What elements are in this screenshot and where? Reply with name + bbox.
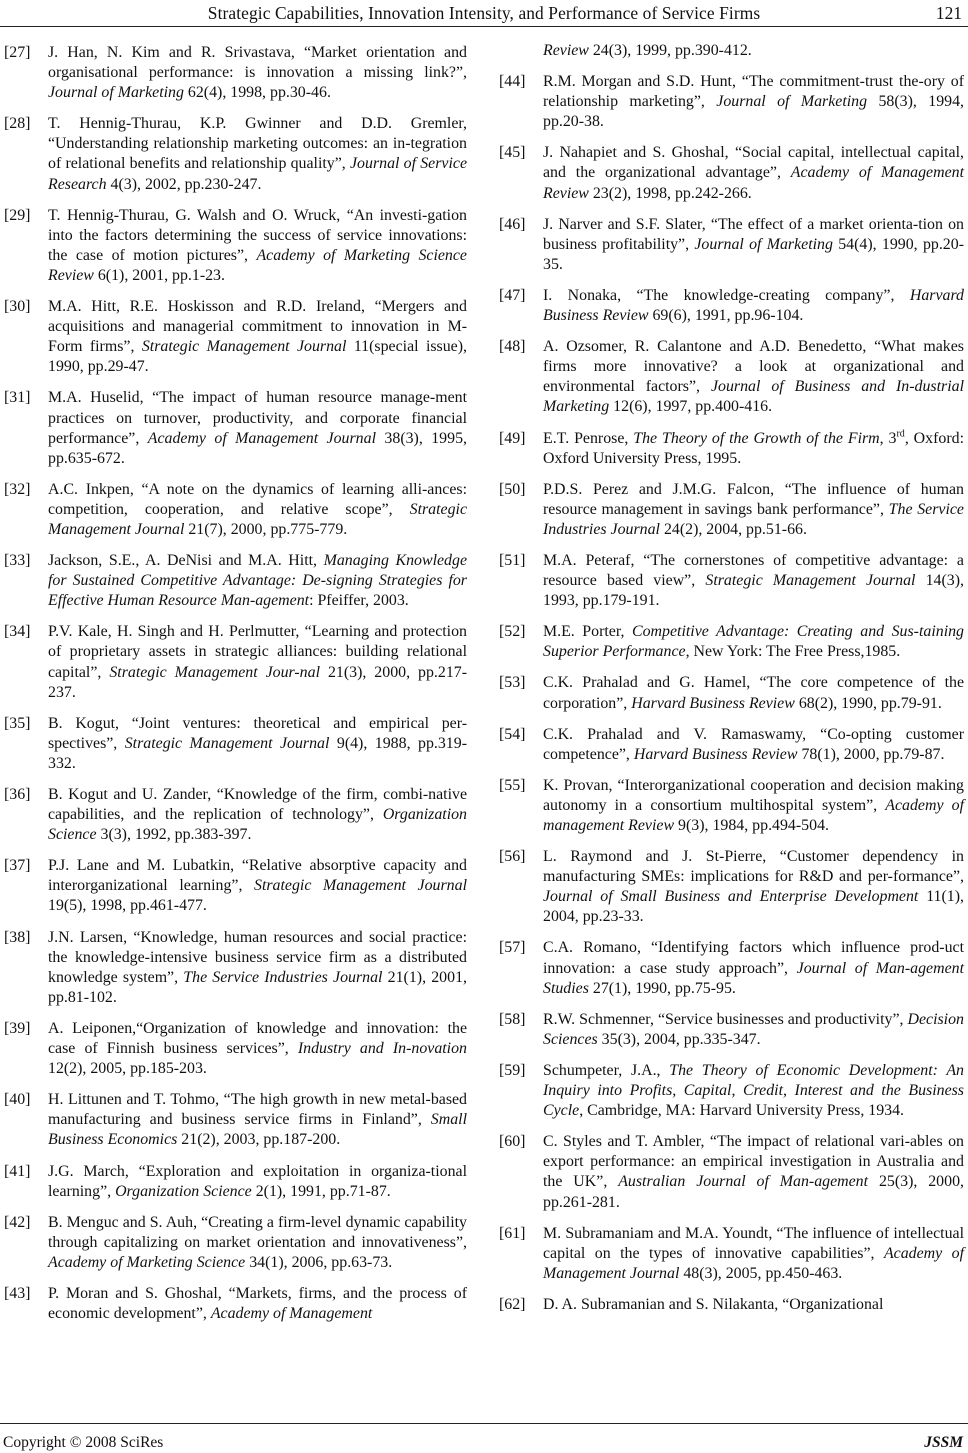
- reference-text-segment: D. A. Subramanian and S. Nilakanta, “Organizational: [543, 1295, 884, 1313]
- reference-text-segment: M. Subramaniam and M.A. Youndt, “The influence of intellectual capital on the types of innovative capabilities”,: [543, 1224, 964, 1262]
- reference-text-segment: 78(1), 2000, pp.79-87.: [797, 745, 945, 763]
- reference-text-segment: 54(4), 1990, pp.20-35.: [543, 235, 964, 273]
- reference-text-segment: C.K. Prahalad and V. Ramaswamy, “Co-opting customer competence”,: [543, 725, 964, 763]
- reference-text-segment: J.G. March, “Exploration and exploitation in organiza-tional learning”,: [48, 1162, 467, 1200]
- reference-text-segment: M.A. Huselid, “The impact of human resource manage-ment practices on turnover, productivity, and corporate financial performance”,: [48, 389, 467, 447]
- reference-text-segment: 24(2), 2004, pp.51-66.: [659, 520, 807, 538]
- reference-source-title: Academy of Management Review: [543, 164, 964, 202]
- reference-source-title: The Service Industries Journal: [183, 968, 383, 986]
- reference-text-segment: 21(7), 2000, pp.775-779.: [184, 520, 348, 538]
- reference-entry: [499, 286, 964, 326]
- reference-number: [39]: [4, 1019, 31, 1037]
- reference-text-segment: T. Hennig-Thurau, G. Walsh and O. Wruck, “An investi-gation into the factors determining the success of service innovations: the case of motion pictures”,: [48, 206, 467, 264]
- reference-source-title: Journal of Man-agement Studies: [543, 959, 964, 997]
- reference-text-segment: R.M. Morgan and S.D. Hunt, “The commitment-trust the-ory of relationship marketing”,: [543, 73, 964, 111]
- reference-text-segment: P.D.S. Perez and J.M.G. Falcon, “The influence of human resource management in savings bank performance”,: [543, 480, 964, 518]
- reference-source-title: Managing Knowledge for Sustained Competitive Advantage: De-signing Strategies for Effective Human Resource Man-agement: [48, 552, 467, 610]
- reference-text-segment: 12(2), 2005, pp.185-203.: [48, 1060, 207, 1078]
- reference-text-segment: 69(6), 1991, pp.96-104.: [648, 307, 804, 325]
- reference-entry: [4, 928, 467, 1008]
- reference-number: [62]: [499, 1295, 526, 1313]
- reference-text: [48, 43, 467, 103]
- reference-text: [48, 856, 467, 916]
- reference-text: [543, 1224, 964, 1284]
- reference-text-segment: A. Ozsomer, R. Calantone and A.D. Benedetto, “What makes firms more innovative? a look at organizational and environmental factors”,: [543, 338, 964, 396]
- footer-rule: [0, 1423, 968, 1424]
- reference-number: [52]: [499, 623, 526, 641]
- reference-entry: [4, 43, 467, 103]
- reference-text-segment: 35(3), 2004, pp.335-347.: [597, 1030, 761, 1048]
- reference-entry: [4, 714, 467, 774]
- reference-text-segment: , Cambridge, MA: Harvard University Press, 1934.: [579, 1102, 905, 1120]
- reference-number: [32]: [4, 480, 31, 498]
- reference-text: [543, 429, 964, 469]
- reference-source-title: Review: [543, 42, 589, 59]
- reference-text: [48, 785, 467, 845]
- reference-number: [51]: [499, 551, 526, 569]
- reference-number: [38]: [4, 928, 31, 946]
- reference-entry: [4, 1090, 467, 1150]
- reference-text: [543, 215, 964, 275]
- reference-text-segment: 27(1), 1990, pp.75-95.: [588, 979, 736, 997]
- page-footer: [0, 1411, 968, 1453]
- reference-text-segment: M.A. Peteraf, “The cornerstones of competitive advantage: a resource based view”,: [543, 551, 964, 590]
- reference-entry: [499, 938, 964, 998]
- reference-number: [45]: [499, 144, 526, 162]
- reference-source-title: Strategic Management Journal: [124, 734, 330, 752]
- reference-text-segment: 23(2), 1998, pp.242-266.: [588, 184, 752, 202]
- reference-source-title: The Service Industries Journal: [543, 500, 964, 538]
- reference-entry: [4, 551, 467, 611]
- reference-text-segment: 11(special issue), 1990, pp.29-47.: [48, 338, 467, 376]
- reference-text: [543, 1010, 964, 1050]
- reference-number: [43]: [4, 1284, 31, 1302]
- reference-number: [36]: [4, 786, 31, 803]
- reference-text-segment: A. Leiponen,“Organization of knowledge and innovation: the case of Finnish business services”,: [48, 1019, 467, 1058]
- reference-number: [55]: [499, 776, 526, 794]
- reference-text: [543, 847, 964, 927]
- reference-text-segment: 48(3), 2005, pp.450-463.: [679, 1264, 843, 1282]
- reference-text-segment: C.A. Romano, “Identifying factors which influence prod-uct innovation: a case study approach”,: [543, 939, 964, 977]
- reference-entry: [4, 114, 467, 194]
- reference-entry: [4, 388, 467, 468]
- reference-entry: [4, 856, 467, 916]
- reference-text: [48, 1213, 467, 1273]
- reference-text-segment: 2(1), 1991, pp.71-87.: [251, 1182, 391, 1200]
- reference-entry: [499, 1295, 964, 1315]
- reference-text: [543, 622, 964, 662]
- reference-source-title: Industry and In-novation: [297, 1040, 467, 1058]
- reference-number: [31]: [4, 389, 31, 407]
- reference-text-segment: J. Nahapiet and S. Ghoshal, “Social capital, intellectual capital, and the organizational advantage”,: [543, 144, 964, 182]
- reference-number: [50]: [499, 480, 526, 498]
- reference-entry: [4, 785, 467, 845]
- reference-text: [543, 41, 964, 61]
- reference-entry: [4, 1213, 467, 1273]
- reference-number: [61]: [499, 1224, 526, 1242]
- reference-entry: [499, 337, 964, 417]
- reference-source-title: Harvard Business Review: [631, 694, 795, 712]
- reference-source-title: Journal of Marketing: [716, 93, 868, 111]
- reference-text: [543, 337, 964, 417]
- reference-text-segment: 9(3), 1984, pp.494-504.: [674, 817, 829, 834]
- reference-source-title: Strategic Management Jour-nal: [109, 663, 320, 681]
- reference-text: [543, 673, 964, 713]
- reference-text-segment: 19(5), 1998, pp.461-477.: [48, 897, 207, 915]
- reference-text: [543, 1061, 964, 1121]
- reference-text-segment: I. Nonaka, “The knowledge-creating company”,: [543, 286, 910, 304]
- reference-entry: [4, 1162, 467, 1202]
- reference-text-segment: J. Han, N. Kim and R. Srivastava, “Market orientation and organisational performance: is innovation a missing link?”,: [48, 44, 467, 82]
- reference-text-segment: , Oxford: Oxford University Press, 1995.: [543, 429, 964, 467]
- reference-number: [48]: [499, 338, 526, 356]
- reference-text-segment: C. Styles and T. Ambler, “The impact of relational vari-ables on export performance: an empirical investigation in Australia and the UK”,: [543, 1133, 964, 1191]
- page-number: 121: [935, 3, 962, 23]
- reference-text: [48, 1090, 467, 1150]
- reference-text: [543, 551, 964, 611]
- reference-text-segment: 11(1), 2004, pp.23-33.: [543, 888, 964, 926]
- reference-number: [42]: [4, 1213, 31, 1231]
- reference-number: [53]: [499, 674, 526, 692]
- reference-text-segment: M.E. Porter,: [543, 623, 633, 641]
- reference-source-title: Competitive Advantage: Creating and Sus-taining Superior Performance: [543, 623, 964, 661]
- reference-entry: [499, 143, 964, 203]
- reference-number: [29]: [4, 206, 31, 224]
- reference-text: [48, 1162, 467, 1202]
- reference-source-title: Harvard Business Review: [633, 745, 798, 763]
- running-title: Strategic Capabilities, Innovation Intensity, and Performance of Service Firms: [207, 3, 761, 23]
- reference-entry: [499, 776, 964, 836]
- reference-entry: [499, 1010, 964, 1050]
- reference-number: [47]: [499, 286, 526, 304]
- journal-abbreviation: JSSM: [924, 1434, 963, 1451]
- reference-entry: [4, 1019, 467, 1079]
- reference-text-segment: 4(3), 2002, pp.230-247.: [106, 175, 262, 193]
- reference-number: [34]: [4, 623, 31, 641]
- reference-number: [28]: [4, 115, 31, 133]
- reference-source-title: The Theory of the Growth of the Firm: [633, 429, 880, 447]
- reference-text: [48, 1019, 467, 1079]
- reference-text: [48, 206, 467, 286]
- reference-text-segment: H. Littunen and T. Tohmo, “The high growth in new metal-based manufacturing and business service firms in Finland”,: [48, 1091, 467, 1129]
- reference-entry: [4, 480, 467, 540]
- reference-text-segment: 62(4), 1998, pp.30-46.: [183, 84, 331, 102]
- reference-text-segment: L. Raymond and J. St-Pierre, “Customer dependency in manufacturing SMEs: implications for R&D and per-formance”,: [543, 848, 964, 886]
- reference-entry: [499, 1224, 964, 1284]
- reference-column-left: [4, 43, 467, 1335]
- reference-entry: [499, 725, 964, 765]
- reference-text-segment: K. Provan, “Interorganizational cooperation and decision making autonomy in a consortium multihospital system”,: [543, 776, 964, 814]
- reference-entry: [499, 41, 964, 61]
- reference-text: [543, 938, 964, 998]
- reference-source-title: Academy of Marketing Science Review: [48, 246, 467, 284]
- reference-source-title: Journal of Marketing: [694, 235, 833, 253]
- reference-text-segment: Schumpeter, J.A.,: [543, 1061, 670, 1079]
- reference-text-segment: P.V. Kale, H. Singh and H. Perlmutter, “Learning and protection of proprietary assets in strategic alliances: building relational capital”,: [48, 623, 467, 681]
- reference-text-segment: 21(1), 2001, pp.81-102.: [48, 968, 467, 1006]
- reference-text-segment: P. Moran and S. Ghoshal, “Markets, firms, and the process of economic development”,: [48, 1284, 467, 1323]
- reference-text: [48, 1284, 467, 1324]
- reference-source-title: Small Business Economics: [48, 1111, 467, 1149]
- reference-text-segment: 21(3), 2000, pp.217-237.: [48, 663, 468, 701]
- reference-text: [48, 714, 467, 774]
- reference-entry: [499, 429, 964, 469]
- reference-number: [49]: [499, 429, 526, 447]
- reference-text-segment: A.C. Inkpen, “A note on the dynamics of learning alli-ances: competition, cooperation, and relative scope”,: [48, 480, 467, 518]
- reference-source-title: Strategic Management Journal: [48, 500, 467, 538]
- reference-number: [58]: [499, 1010, 526, 1028]
- reference-number: [27]: [4, 44, 31, 61]
- reference-text-segment: 24(3), 1999, pp.390-412.: [588, 42, 752, 59]
- reference-text: [543, 1295, 964, 1315]
- reference-text-segment: B. Kogut and U. Zander, “Knowledge of the firm, combi-native capabilities, and the replication of technology”,: [48, 786, 467, 824]
- reference-source-title: Academy of Marketing Science: [48, 1253, 246, 1271]
- reference-source-title: Decision Sciences: [543, 1010, 964, 1048]
- reference-source-title: The Theory of Economic Development: An Inquiry into Profits, Capital, Credit, Interest and the Business Cycle: [543, 1061, 964, 1120]
- reference-number: [37]: [4, 857, 31, 875]
- reference-number: [40]: [4, 1091, 31, 1109]
- reference-text-segment: rd: [896, 428, 905, 440]
- reference-text-segment: T. Hennig-Thurau, K.P. Gwinner and D.D. Gremler, “Understanding relationship marketing outcomes: an in-tegration of relational benefits and relationship quality”,: [48, 115, 467, 173]
- reference-number: [33]: [4, 552, 31, 570]
- page-header: [0, 0, 968, 30]
- reference-text: [48, 480, 467, 540]
- reference-text-segment: J.N. Larsen, “Knowledge, human resources and social practice: the knowledge-intensive business service firm as a distributed knowledge system”,: [48, 928, 467, 986]
- reference-source-title: Academy of Management Journal: [543, 1244, 964, 1282]
- reference-text-segment: 9(4), 1988, pp.319-332.: [48, 734, 467, 772]
- reference-text: [48, 551, 467, 611]
- reference-text: [543, 286, 964, 326]
- reference-source-title: Journal of Service Research: [48, 155, 467, 193]
- reference-text-segment: C.K. Prahalad and G. Hamel, “The core competence of the corporation”,: [543, 674, 964, 712]
- reference-entry: [4, 297, 467, 377]
- reference-entry: [499, 480, 964, 540]
- reference-text-segment: P.J. Lane and M. Lubatkin, “Relative absorptive capacity and interorganizational learning”,: [48, 857, 467, 895]
- reference-entry: [499, 622, 964, 662]
- reference-entry: [499, 1061, 964, 1121]
- reference-number: [60]: [499, 1133, 526, 1151]
- reference-source-title: Strategic Management Journal: [705, 572, 916, 590]
- reference-text-segment: 12(6), 1997, pp.400-416.: [609, 398, 773, 416]
- reference-text: [543, 1132, 964, 1212]
- reference-text: [48, 114, 467, 194]
- reference-number: [35]: [4, 714, 31, 732]
- reference-entry: [4, 1284, 467, 1324]
- reference-entry: [499, 1132, 964, 1212]
- reference-text: [543, 776, 964, 836]
- reference-number: [59]: [499, 1061, 526, 1079]
- reference-number: [57]: [499, 939, 526, 957]
- reference-column-right: [499, 41, 964, 1326]
- reference-text: [543, 480, 964, 540]
- reference-text-segment: 14(3), 1993, pp.179-191.: [543, 572, 964, 610]
- reference-text-segment: J. Narver and S.F. Slater, “The effect of a market orienta-tion on business profitability”,: [543, 215, 964, 253]
- reference-text-segment: M.A. Hitt, R.E. Hoskisson and R.D. Ireland, “Mergers and acquisitions and managerial commitment to innovation in M-Form firms”,: [48, 298, 467, 356]
- reference-source-title: Organization Science: [48, 806, 467, 844]
- reference-text-segment: 58(3), 1994, pp.20-38.: [543, 93, 965, 131]
- reference-text-segment: 68(2), 1990, pp.79-91.: [794, 694, 942, 712]
- reference-entry: [499, 673, 964, 713]
- reference-entry: [4, 622, 467, 702]
- reference-text: [543, 725, 964, 765]
- reference-text: [48, 388, 467, 468]
- reference-text-segment: 38(3), 1995, pp.635-672.: [48, 429, 467, 467]
- reference-entry: [4, 206, 467, 286]
- reference-number: [41]: [4, 1162, 31, 1180]
- reference-number: [54]: [499, 725, 526, 743]
- reference-text-segment: , 3: [879, 429, 897, 447]
- reference-source-title: Journal of Small Business and Enterprise Development: [543, 888, 919, 906]
- reference-source-title: Harvard Business Review: [543, 286, 964, 325]
- reference-number: [44]: [499, 73, 526, 91]
- reference-text-segment: 34(1), 2006, pp.63-73.: [245, 1253, 393, 1271]
- reference-text: [543, 72, 964, 132]
- reference-source-title: Academy of Management Journal: [147, 429, 376, 447]
- reference-text-segment: : Pfeiffer, 2003.: [309, 592, 409, 610]
- reference-text-segment: B. Menguc and S. Auh, “Creating a firm-level dynamic capability through capitalizing on market orientation and innovativeness”,: [48, 1213, 467, 1251]
- header-rule: [0, 26, 968, 27]
- copyright-notice: Copyright © 2008 SciRes: [3, 1434, 164, 1451]
- reference-text: [543, 143, 964, 203]
- reference-source-title: Organization Science: [115, 1182, 252, 1200]
- reference-number: [46]: [499, 215, 526, 233]
- reference-source-title: Academy of Management: [210, 1305, 373, 1323]
- reference-text-segment: Jackson, S.E., A. DeNisi and M.A. Hitt,: [48, 552, 324, 570]
- reference-entry: [499, 215, 964, 275]
- reference-text-segment: 6(1), 2001, pp.1-23.: [93, 266, 225, 284]
- reference-text: [48, 928, 467, 1008]
- reference-entry: [499, 72, 964, 132]
- reference-text-segment: , New York: The Free Press,1985.: [685, 643, 901, 661]
- reference-text-segment: 3(3), 1992, pp.383-397.: [96, 826, 252, 844]
- reference-number: [56]: [499, 848, 526, 866]
- reference-source-title: Journal of Marketing: [48, 84, 184, 102]
- reference-entry: [499, 847, 964, 927]
- reference-source-title: Australian Journal of Man-agement: [618, 1173, 869, 1191]
- reference-entry: [499, 551, 964, 611]
- reference-text: [48, 297, 467, 377]
- reference-text-segment: E.T. Penrose,: [543, 429, 634, 447]
- reference-number: [30]: [4, 298, 31, 316]
- reference-text-segment: 25(3), 2000, pp.261-281.: [543, 1173, 964, 1211]
- reference-text-segment: R.W. Schmenner, “Service businesses and productivity”,: [543, 1010, 908, 1028]
- reference-text-segment: B. Kogut, “Joint ventures: theoretical and empirical per-spectives”,: [48, 714, 467, 752]
- reference-source-title: Strategic Management Journal: [254, 877, 467, 895]
- reference-source-title: Journal of Business and In-dustrial Marketing: [543, 378, 964, 416]
- reference-text-segment: 21(2), 2003, pp.187-200.: [177, 1131, 341, 1149]
- reference-source-title: Strategic Management Journal: [141, 338, 347, 356]
- reference-text: [48, 622, 467, 702]
- reference-source-title: Academy of management Review: [543, 796, 964, 834]
